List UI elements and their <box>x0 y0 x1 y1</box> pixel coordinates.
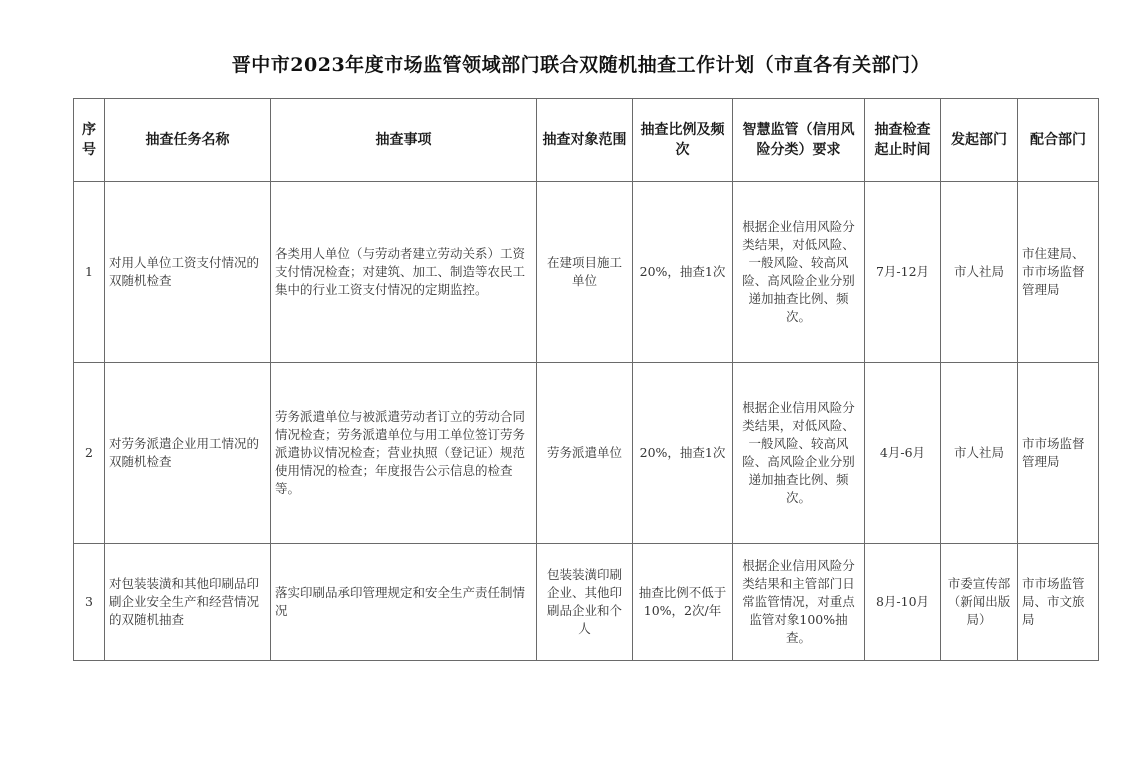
row-items: 落实印刷品承印管理规定和安全生产责任制情况 <box>271 544 537 661</box>
row-items: 各类用人单位（与劳动者建立劳动关系）工资支付情况检查；对建筑、加工、制造等农民工集中的行业工资支付情况的定期监控。 <box>271 182 537 363</box>
row-initiator: 市人社局 <box>941 363 1018 544</box>
row-no: 1 <box>74 182 105 363</box>
header-period: 抽查检查起止时间 <box>865 99 941 182</box>
header-initiator: 发起部门 <box>941 99 1018 182</box>
row-task: 对用人单位工资支付情况的双随机检查 <box>105 182 271 363</box>
row-partner: 市住建局、市市场监督管理局 <box>1018 182 1099 363</box>
header-task: 抽查任务名称 <box>105 99 271 182</box>
row-initiator: 市委宣传部（新闻出版局） <box>941 544 1018 661</box>
inspection-plan-table <box>73 98 1099 661</box>
row-scope: 劳务派遣单位 <box>537 363 633 544</box>
row-ratio: 抽查比例不低于10%，2次/年 <box>633 544 733 661</box>
row-scope: 包装装潢印刷企业、其他印刷品企业和个人 <box>537 544 633 661</box>
table-row <box>74 182 1099 363</box>
row-smart: 根据企业信用风险分类结果和主管部门日常监管情况，对重点监管对象100%抽查。 <box>733 544 865 661</box>
header-smart: 智慧监管（信用风险分类）要求 <box>733 99 865 182</box>
row-no: 3 <box>74 544 105 661</box>
row-period: 4月-6月 <box>865 363 941 544</box>
header-ratio: 抽查比例及频次 <box>633 99 733 182</box>
row-task: 对包装装潢和其他印刷品印刷企业安全生产和经营情况的双随机抽查 <box>105 544 271 661</box>
row-items: 劳务派遣单位与被派遣劳动者订立的劳动合同情况检查；劳务派遣单位与用工单位签订劳务派遣协议情况检查；营业执照（登记证）规范使用情况的检查；年度报告公示信息的检查等。 <box>271 363 537 544</box>
row-scope: 在建项目施工单位 <box>537 182 633 363</box>
row-no: 2 <box>74 363 105 544</box>
row-partner: 市市场监督管理局 <box>1018 363 1099 544</box>
row-period: 8月-10月 <box>865 544 941 661</box>
row-partner: 市市场监管局、市文旅局 <box>1018 544 1099 661</box>
table-row <box>74 363 1099 544</box>
table-header-row <box>74 99 1099 182</box>
document-title: 晋中市2023年度市场监管领域部门联合双随机抽查工作计划（市直各有关部门） <box>231 54 931 76</box>
row-period: 7月-12月 <box>865 182 941 363</box>
header-items: 抽查事项 <box>271 99 537 182</box>
header-no: 序号 <box>74 99 105 182</box>
row-task: 对劳务派遣企业用工情况的双随机检查 <box>105 363 271 544</box>
row-ratio: 20%，抽查1次 <box>633 182 733 363</box>
row-initiator: 市人社局 <box>941 182 1018 363</box>
header-partner: 配合部门 <box>1018 99 1099 182</box>
row-ratio: 20%，抽查1次 <box>633 363 733 544</box>
row-smart: 根据企业信用风险分类结果，对低风险、一般风险、较高风险、高风险企业分别递加抽查比例、频次。 <box>733 182 865 363</box>
header-scope: 抽查对象范围 <box>537 99 633 182</box>
row-smart: 根据企业信用风险分类结果，对低风险、一般风险、较高风险、高风险企业分别递加抽查比例、频次。 <box>733 363 865 544</box>
table-row <box>74 544 1099 661</box>
